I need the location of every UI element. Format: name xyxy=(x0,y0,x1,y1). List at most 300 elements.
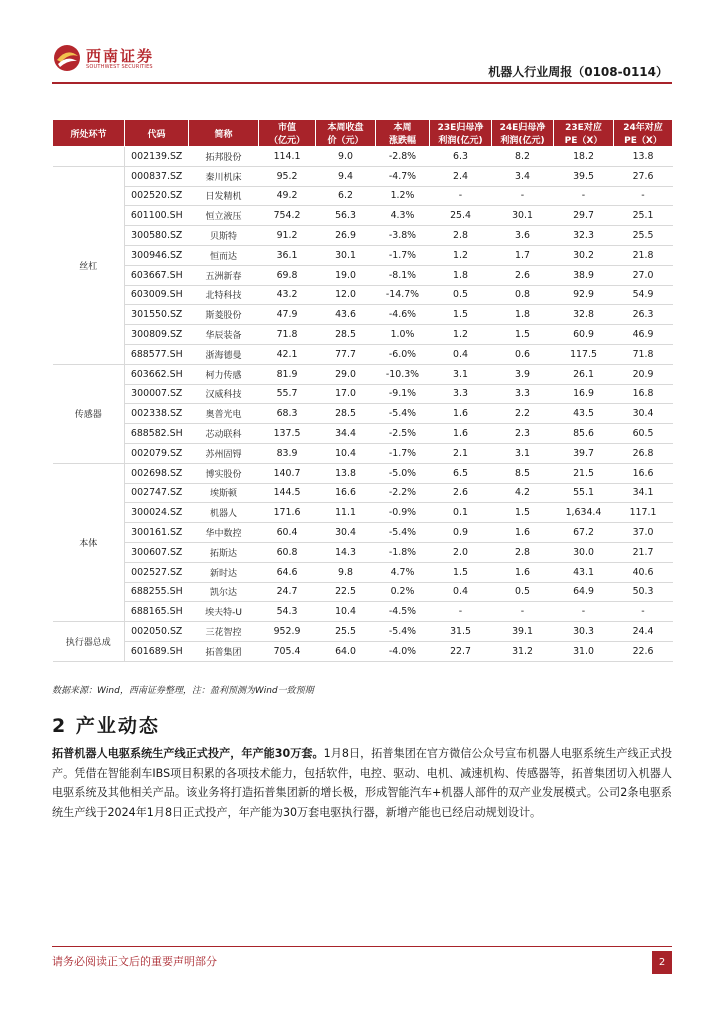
value-cell: 1.2% xyxy=(376,186,430,206)
stock-code-cell: 002747.SZ xyxy=(125,483,189,503)
value-cell: 1.8 xyxy=(492,305,554,325)
table-row xyxy=(53,325,673,345)
value-cell: 30.1 xyxy=(492,206,554,226)
stock-code-cell: 002079.SZ xyxy=(125,443,189,463)
stock-name-cell: 五洲新春 xyxy=(189,265,259,285)
stock-table xyxy=(52,119,673,662)
value-cell: 30.1 xyxy=(316,245,376,265)
stock-code-cell: 002139.SZ xyxy=(125,147,189,167)
stock-code-cell: 002338.SZ xyxy=(125,404,189,424)
value-cell: 0.6 xyxy=(492,344,554,364)
stock-name-cell: 机器人 xyxy=(189,503,259,523)
value-cell: 0.5 xyxy=(492,582,554,602)
table-row xyxy=(53,206,673,226)
value-cell: -5.4% xyxy=(376,404,430,424)
value-cell: 95.2 xyxy=(259,166,316,186)
value-cell: 1.2 xyxy=(430,245,492,265)
stock-name-cell: 汉威科技 xyxy=(189,384,259,404)
value-cell: -5.4% xyxy=(376,523,430,543)
stock-name-cell: 凯尔达 xyxy=(189,582,259,602)
stock-name-cell: 秦川机床 xyxy=(189,166,259,186)
table-row xyxy=(53,483,673,503)
value-cell: 27.6 xyxy=(614,166,673,186)
value-cell: 114.1 xyxy=(259,147,316,167)
section-title: 2 产业动态 xyxy=(52,715,160,737)
value-cell: -4.6% xyxy=(376,305,430,325)
value-cell: 2.2 xyxy=(492,404,554,424)
stock-code-cell: 002520.SZ xyxy=(125,186,189,206)
stock-name-cell: 博实股份 xyxy=(189,463,259,483)
value-cell: 3.9 xyxy=(492,364,554,384)
value-cell: 30.4 xyxy=(316,523,376,543)
value-cell: 43.6 xyxy=(316,305,376,325)
value-cell: 24.4 xyxy=(614,622,673,642)
logo-subtext: SOUTHWEST SECURITIES xyxy=(86,64,153,70)
stock-code-cell: 300007.SZ xyxy=(125,384,189,404)
value-cell: 16.9 xyxy=(554,384,614,404)
table-row xyxy=(53,503,673,523)
value-cell: -2.2% xyxy=(376,483,430,503)
value-cell: 2.0 xyxy=(430,542,492,562)
value-cell: 0.5 xyxy=(430,285,492,305)
table-row xyxy=(53,344,673,364)
value-cell: 25.4 xyxy=(430,206,492,226)
value-cell: - xyxy=(614,602,673,622)
table-row xyxy=(53,285,673,305)
value-cell: 50.3 xyxy=(614,582,673,602)
value-cell: -3.8% xyxy=(376,226,430,246)
value-cell: 77.7 xyxy=(316,344,376,364)
value-cell: 11.1 xyxy=(316,503,376,523)
value-cell: 2.8 xyxy=(492,542,554,562)
value-cell: 3.3 xyxy=(492,384,554,404)
column-header-line: 价（元） xyxy=(327,136,364,146)
stock-name-cell: 埃夫特-U xyxy=(189,602,259,622)
segment-cell xyxy=(53,147,125,167)
value-cell: 16.6 xyxy=(316,483,376,503)
value-cell: 21.7 xyxy=(614,542,673,562)
stock-code-cell: 603667.SH xyxy=(125,265,189,285)
value-cell: 4.2 xyxy=(492,483,554,503)
table-row xyxy=(53,542,673,562)
value-cell: -14.7% xyxy=(376,285,430,305)
value-cell: 60.9 xyxy=(554,325,614,345)
stock-code-cell: 688577.SH xyxy=(125,344,189,364)
table-row xyxy=(53,384,673,404)
stock-name-cell: 拓斯达 xyxy=(189,542,259,562)
value-cell: 34.4 xyxy=(316,424,376,444)
value-cell: 6.3 xyxy=(430,147,492,167)
value-cell: 21.5 xyxy=(554,463,614,483)
value-cell: 140.7 xyxy=(259,463,316,483)
stock-name-cell: 奥普光电 xyxy=(189,404,259,424)
table-row xyxy=(53,602,673,622)
value-cell: 25.1 xyxy=(614,206,673,226)
value-cell: 22.6 xyxy=(614,641,673,661)
table-header xyxy=(53,120,673,147)
value-cell: 55.7 xyxy=(259,384,316,404)
column-header xyxy=(189,120,259,147)
value-cell: 2.6 xyxy=(430,483,492,503)
value-cell: 1.2 xyxy=(430,325,492,345)
value-cell: -8.1% xyxy=(376,265,430,285)
value-cell: 117.5 xyxy=(554,344,614,364)
table-row xyxy=(53,463,673,483)
column-header-line: 所处环节 xyxy=(70,129,107,140)
value-cell: -0.9% xyxy=(376,503,430,523)
value-cell: 55.1 xyxy=(554,483,614,503)
column-header-line: 涨跌幅 xyxy=(388,136,416,146)
value-cell: 68.3 xyxy=(259,404,316,424)
column-header xyxy=(430,120,492,147)
value-cell: 754.2 xyxy=(259,206,316,226)
company-logo xyxy=(52,43,170,75)
value-cell: 16.6 xyxy=(614,463,673,483)
value-cell: 21.8 xyxy=(614,245,673,265)
value-cell: 6.2 xyxy=(316,186,376,206)
value-cell: - xyxy=(554,186,614,206)
value-cell: -10.3% xyxy=(376,364,430,384)
column-header-line: 代码 xyxy=(147,129,166,140)
value-cell: 1.6 xyxy=(492,523,554,543)
value-cell: 952.9 xyxy=(259,622,316,642)
column-header xyxy=(554,120,614,147)
value-cell: 2.8 xyxy=(430,226,492,246)
value-cell: 25.5 xyxy=(614,226,673,246)
value-cell: 39.5 xyxy=(554,166,614,186)
value-cell: 22.7 xyxy=(430,641,492,661)
value-cell: 3.4 xyxy=(492,166,554,186)
value-cell: 24.7 xyxy=(259,582,316,602)
value-cell: 6.5 xyxy=(430,463,492,483)
paragraph-body: 1月8日，拓普集团在官方微信公众号宣布机器人电驱系统生产线正式投产。凭借在智能刹车IBS项目积累的各项技术能力，包括软件，电控、驱动、电机、减速机构、传感器等，拓普集团切入机器人电驱系统及其他相关产品。该业务将打造拓普集团新的增长极，形成智能汽车+机器人部件的双产业发展模式。公司2条电驱系统生产线于2024年1月8日正式投产，年产能为30万套电驱执行器，新增产能也已经启动规划设计。 xyxy=(52,747,672,819)
value-cell: 0.4 xyxy=(430,582,492,602)
stock-code-cell: 002527.SZ xyxy=(125,562,189,582)
value-cell: 4.3% xyxy=(376,206,430,226)
value-cell: 26.1 xyxy=(554,364,614,384)
value-cell: 3.6 xyxy=(492,226,554,246)
value-cell: 71.8 xyxy=(614,344,673,364)
value-cell: 67.2 xyxy=(554,523,614,543)
value-cell: 8.2 xyxy=(492,147,554,167)
value-cell: 42.1 xyxy=(259,344,316,364)
report-title: 机器人行业周报（0108-0114） xyxy=(488,65,668,79)
column-header-line: （亿元） xyxy=(268,136,305,146)
value-cell: 34.1 xyxy=(614,483,673,503)
stock-name-cell: 恒立液压 xyxy=(189,206,259,226)
stock-name-cell: 新时达 xyxy=(189,562,259,582)
table-row xyxy=(53,622,673,642)
value-cell: 12.0 xyxy=(316,285,376,305)
value-cell: 4.7% xyxy=(376,562,430,582)
value-cell: 39.1 xyxy=(492,622,554,642)
column-header-line: 24E归母净 xyxy=(499,123,546,133)
stock-code-cell: 688582.SH xyxy=(125,424,189,444)
value-cell: -4.7% xyxy=(376,166,430,186)
column-header-line: 23E对应 xyxy=(565,123,602,133)
column-header-line: PE（X） xyxy=(624,136,662,146)
value-cell: 25.5 xyxy=(316,622,376,642)
value-cell: 60.4 xyxy=(259,523,316,543)
column-header xyxy=(614,120,673,147)
stock-code-cell: 300946.SZ xyxy=(125,245,189,265)
value-cell: 9.0 xyxy=(316,147,376,167)
value-cell: -2.5% xyxy=(376,424,430,444)
value-cell: 27.0 xyxy=(614,265,673,285)
table-row xyxy=(53,364,673,384)
value-cell: - xyxy=(554,602,614,622)
value-cell: 28.5 xyxy=(316,404,376,424)
value-cell: 16.8 xyxy=(614,384,673,404)
column-header-line: 本周收盘 xyxy=(327,123,364,133)
column-header-line: 本周 xyxy=(393,123,412,133)
segment-cell: 本体 xyxy=(53,463,125,621)
table-row xyxy=(53,226,673,246)
value-cell: 29.7 xyxy=(554,206,614,226)
value-cell: 47.9 xyxy=(259,305,316,325)
value-cell: 36.1 xyxy=(259,245,316,265)
value-cell: 85.6 xyxy=(554,424,614,444)
value-cell: 117.1 xyxy=(614,503,673,523)
stock-name-cell: 柯力传感 xyxy=(189,364,259,384)
value-cell: 17.0 xyxy=(316,384,376,404)
stock-name-cell: 贝斯特 xyxy=(189,226,259,246)
value-cell: 3.1 xyxy=(492,443,554,463)
stock-code-cell: 300024.SZ xyxy=(125,503,189,523)
section-paragraph xyxy=(52,744,672,822)
table-row xyxy=(53,582,673,602)
stock-name-cell: 斯菱股份 xyxy=(189,305,259,325)
value-cell: 31.5 xyxy=(430,622,492,642)
stock-code-cell: 603009.SH xyxy=(125,285,189,305)
value-cell: 26.3 xyxy=(614,305,673,325)
table-header-row xyxy=(53,120,673,147)
value-cell: 60.8 xyxy=(259,542,316,562)
value-cell: 1.7 xyxy=(492,245,554,265)
value-cell: -1.7% xyxy=(376,443,430,463)
value-cell: -1.8% xyxy=(376,542,430,562)
logo-mark-icon xyxy=(52,43,82,73)
table-row xyxy=(53,404,673,424)
value-cell: 0.1 xyxy=(430,503,492,523)
value-cell: 43.2 xyxy=(259,285,316,305)
stock-name-cell: 埃斯顿 xyxy=(189,483,259,503)
value-cell: 46.9 xyxy=(614,325,673,345)
value-cell: 30.4 xyxy=(614,404,673,424)
value-cell: 137.5 xyxy=(259,424,316,444)
value-cell: 64.6 xyxy=(259,562,316,582)
value-cell: -1.7% xyxy=(376,245,430,265)
value-cell: 30.3 xyxy=(554,622,614,642)
stock-name-cell: 苏州固锝 xyxy=(189,443,259,463)
value-cell: 56.3 xyxy=(316,206,376,226)
value-cell: -5.0% xyxy=(376,463,430,483)
stock-code-cell: 002698.SZ xyxy=(125,463,189,483)
value-cell: - xyxy=(430,602,492,622)
stock-code-cell: 601100.SH xyxy=(125,206,189,226)
value-cell: 8.5 xyxy=(492,463,554,483)
value-cell: 2.4 xyxy=(430,166,492,186)
value-cell: 10.4 xyxy=(316,602,376,622)
value-cell: -2.8% xyxy=(376,147,430,167)
value-cell: 0.9 xyxy=(430,523,492,543)
value-cell: 14.3 xyxy=(316,542,376,562)
stock-code-cell: 000837.SZ xyxy=(125,166,189,186)
stock-code-cell: 301550.SZ xyxy=(125,305,189,325)
value-cell: 171.6 xyxy=(259,503,316,523)
value-cell: 1.0% xyxy=(376,325,430,345)
value-cell: 26.8 xyxy=(614,443,673,463)
value-cell: -9.1% xyxy=(376,384,430,404)
value-cell: 1.8 xyxy=(430,265,492,285)
value-cell: 20.9 xyxy=(614,364,673,384)
table-row xyxy=(53,147,673,167)
value-cell: 49.2 xyxy=(259,186,316,206)
value-cell: 43.1 xyxy=(554,562,614,582)
stock-code-cell: 002050.SZ xyxy=(125,622,189,642)
value-cell: - xyxy=(430,186,492,206)
table-row xyxy=(53,443,673,463)
header-divider xyxy=(52,82,672,84)
table-row xyxy=(53,562,673,582)
stock-name-cell: 拓普集团 xyxy=(189,641,259,661)
value-cell: 0.8 xyxy=(492,285,554,305)
stock-code-cell: 601689.SH xyxy=(125,641,189,661)
stock-name-cell: 日发精机 xyxy=(189,186,259,206)
column-header-line: 简称 xyxy=(214,129,233,140)
stock-name-cell: 三花智控 xyxy=(189,622,259,642)
stock-name-cell: 浙海德曼 xyxy=(189,344,259,364)
value-cell: 91.2 xyxy=(259,226,316,246)
column-header-line: 23E归母净 xyxy=(437,123,484,133)
column-header-line: 利润(亿元) xyxy=(438,136,483,146)
stock-name-cell: 拓邦股份 xyxy=(189,147,259,167)
stock-name-cell: 华中数控 xyxy=(189,523,259,543)
value-cell: 9.8 xyxy=(316,562,376,582)
disclaimer-notice: 请务必阅读正文后的重要声明部分 xyxy=(52,955,217,968)
table-body xyxy=(53,147,673,662)
value-cell: 43.5 xyxy=(554,404,614,424)
value-cell: 1,634.4 xyxy=(554,503,614,523)
value-cell: 71.8 xyxy=(259,325,316,345)
value-cell: 1.6 xyxy=(430,424,492,444)
value-cell: 28.5 xyxy=(316,325,376,345)
logo-text: 西南证券 xyxy=(86,47,155,65)
value-cell: 81.9 xyxy=(259,364,316,384)
stock-code-cell: 300580.SZ xyxy=(125,226,189,246)
column-header xyxy=(316,120,376,147)
column-header-line: 24年对应 xyxy=(623,123,663,133)
value-cell: 1.6 xyxy=(492,562,554,582)
value-cell: 9.4 xyxy=(316,166,376,186)
table-row xyxy=(53,166,673,186)
value-cell: 92.9 xyxy=(554,285,614,305)
value-cell: 705.4 xyxy=(259,641,316,661)
stock-code-cell: 603662.SH xyxy=(125,364,189,384)
segment-cell: 执行器总成 xyxy=(53,622,125,662)
column-header xyxy=(125,120,189,147)
page-number: 2 xyxy=(652,951,672,974)
value-cell: -4.0% xyxy=(376,641,430,661)
stock-code-cell: 300161.SZ xyxy=(125,523,189,543)
value-cell: 64.0 xyxy=(316,641,376,661)
segment-cell: 丝杠 xyxy=(53,166,125,364)
stock-name-cell: 恒而达 xyxy=(189,245,259,265)
column-header xyxy=(376,120,430,147)
value-cell: 13.8 xyxy=(316,463,376,483)
table-row xyxy=(53,641,673,661)
segment-cell: 传感器 xyxy=(53,364,125,463)
column-header xyxy=(259,120,316,147)
value-cell: 18.2 xyxy=(554,147,614,167)
value-cell: 26.9 xyxy=(316,226,376,246)
paragraph-lead: 拓普机器人电驱系统生产线正式投产，年产能30万套。 xyxy=(52,747,324,760)
value-cell: 1.5 xyxy=(430,305,492,325)
value-cell: 10.4 xyxy=(316,443,376,463)
value-cell: 2.3 xyxy=(492,424,554,444)
value-cell: 1.5 xyxy=(492,503,554,523)
value-cell: 30.0 xyxy=(554,542,614,562)
stock-code-cell: 300809.SZ xyxy=(125,325,189,345)
column-header-line: 利润(亿元) xyxy=(500,136,545,146)
column-header xyxy=(492,120,554,147)
column-header xyxy=(53,120,125,147)
column-header-line: PE（X） xyxy=(564,136,603,146)
value-cell: 1.6 xyxy=(430,404,492,424)
value-cell: 144.5 xyxy=(259,483,316,503)
value-cell: -5.4% xyxy=(376,622,430,642)
table-row xyxy=(53,305,673,325)
value-cell: 60.5 xyxy=(614,424,673,444)
value-cell: 3.1 xyxy=(430,364,492,384)
value-cell: 0.4 xyxy=(430,344,492,364)
page-header xyxy=(0,0,724,86)
value-cell: 2.6 xyxy=(492,265,554,285)
footer-divider xyxy=(52,946,672,947)
value-cell: 13.8 xyxy=(614,147,673,167)
value-cell: 1.5 xyxy=(430,562,492,582)
stock-name-cell: 芯动联科 xyxy=(189,424,259,444)
table-row xyxy=(53,265,673,285)
value-cell: 40.6 xyxy=(614,562,673,582)
value-cell: - xyxy=(492,602,554,622)
value-cell: 32.8 xyxy=(554,305,614,325)
stock-name-cell: 北特科技 xyxy=(189,285,259,305)
value-cell: -6.0% xyxy=(376,344,430,364)
value-cell: 29.0 xyxy=(316,364,376,384)
value-cell: 30.2 xyxy=(554,245,614,265)
table-row xyxy=(53,245,673,265)
value-cell: 64.9 xyxy=(554,582,614,602)
value-cell: 38.9 xyxy=(554,265,614,285)
value-cell: 39.7 xyxy=(554,443,614,463)
value-cell: 69.8 xyxy=(259,265,316,285)
column-header-line: 市值 xyxy=(277,123,296,133)
value-cell: 37.0 xyxy=(614,523,673,543)
value-cell: 83.9 xyxy=(259,443,316,463)
stock-code-cell: 300607.SZ xyxy=(125,542,189,562)
value-cell: 54.3 xyxy=(259,602,316,622)
stock-code-cell: 688255.SH xyxy=(125,582,189,602)
stock-name-cell: 华辰装备 xyxy=(189,325,259,345)
value-cell: 54.9 xyxy=(614,285,673,305)
value-cell: 19.0 xyxy=(316,265,376,285)
value-cell: 22.5 xyxy=(316,582,376,602)
value-cell: - xyxy=(492,186,554,206)
value-cell: 1.5 xyxy=(492,325,554,345)
source-note: 数据来源：Wind，西南证券整理，注：盈利预测为Wind一致预期 xyxy=(52,686,314,696)
value-cell: 3.3 xyxy=(430,384,492,404)
